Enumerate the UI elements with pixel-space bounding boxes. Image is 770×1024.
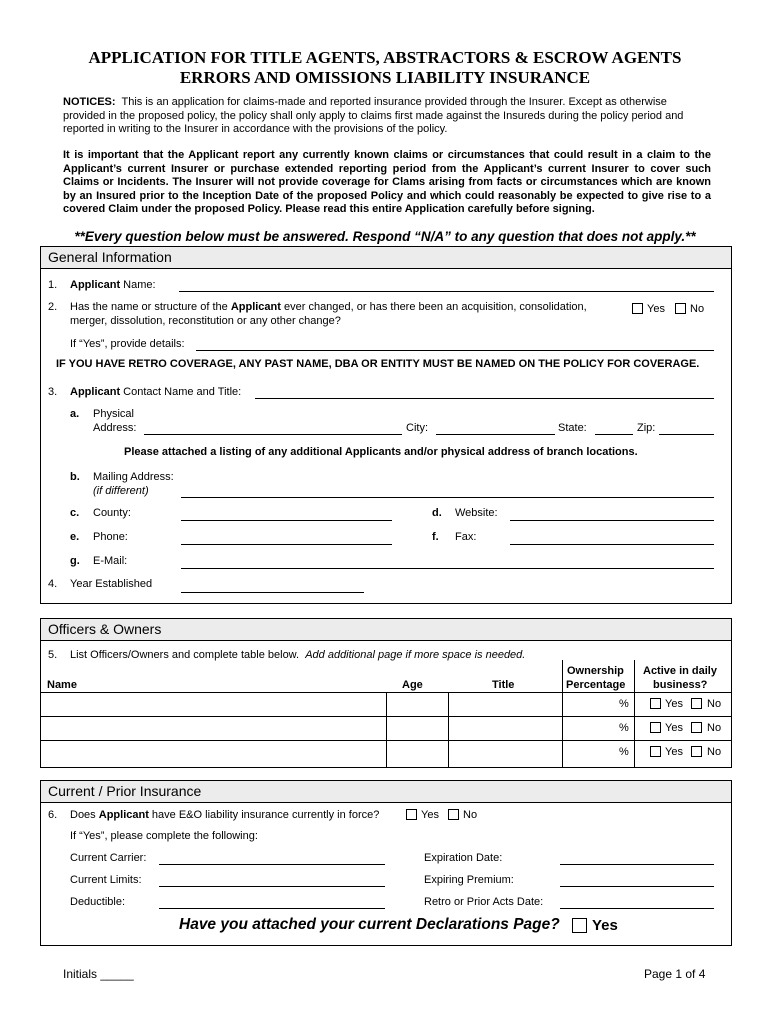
ownership-percent: % bbox=[619, 722, 629, 734]
col-title-header: Title bbox=[492, 679, 515, 691]
physical-label: Physical bbox=[93, 408, 134, 420]
state-label: State: bbox=[558, 422, 587, 434]
applicant-name-field[interactable] bbox=[179, 291, 714, 292]
officer-name-cell[interactable] bbox=[42, 742, 384, 763]
retro-date-label: Retro or Prior Acts Date: bbox=[424, 896, 544, 908]
expiration-date-field[interactable] bbox=[560, 864, 714, 865]
item-f-letter: f. bbox=[432, 531, 439, 543]
q1-label: Applicant Name: bbox=[70, 279, 156, 291]
address-label: Address: bbox=[93, 422, 137, 434]
q5-number: 5. bbox=[48, 649, 58, 661]
row2-no-label: No bbox=[707, 722, 722, 734]
q2-yes-label: Yes bbox=[647, 303, 665, 315]
row2-yes-label: Yes bbox=[665, 722, 683, 734]
q1-number: 1. bbox=[48, 279, 58, 291]
current-limits-field[interactable] bbox=[159, 886, 385, 887]
form-title-line2: ERRORS AND OMISSIONS LIABILITY INSURANCE bbox=[179, 68, 591, 87]
q4-number: 4. bbox=[48, 578, 58, 590]
state-field[interactable] bbox=[595, 434, 633, 435]
table-col-rule bbox=[386, 692, 387, 767]
item-c-letter: c. bbox=[70, 507, 80, 519]
email-field[interactable] bbox=[181, 568, 714, 569]
current-carrier-field[interactable] bbox=[159, 864, 385, 865]
row3-yes-label: Yes bbox=[665, 746, 683, 758]
col-active-header-2: business? bbox=[653, 679, 708, 691]
officers-owners-header: Officers & Owners bbox=[41, 619, 731, 641]
initials-field[interactable]: Initials _____ bbox=[63, 967, 134, 981]
retro-coverage-notice: IF YOU HAVE RETRO COVERAGE, ANY PAST NAME, DBA OR ENTITY MUST BE NAMED ON THE POLICY FOR COVERAGE. bbox=[56, 358, 700, 370]
declarations-question: Have you attached your current Declarations Page? bbox=[179, 916, 560, 933]
phone-field[interactable] bbox=[181, 544, 392, 545]
every-question-notice: **Every question below must be answered. Respond “N/A” to any question that does not apply.** bbox=[74, 229, 696, 244]
item-g-letter: g. bbox=[70, 555, 80, 567]
county-field[interactable] bbox=[181, 520, 392, 521]
officer-name-cell[interactable] bbox=[42, 718, 384, 739]
item-b-letter: b. bbox=[70, 471, 80, 483]
expiring-premium-label: Expiring Premium: bbox=[424, 874, 514, 886]
zip-field[interactable] bbox=[659, 434, 714, 435]
item-d-letter: d. bbox=[432, 507, 442, 519]
current-prior-insurance-header: Current / Prior Insurance bbox=[41, 781, 731, 803]
ownership-percent: % bbox=[619, 698, 629, 710]
q3-label: Applicant Contact Name and Title: bbox=[70, 386, 242, 398]
q2-question-line2: merger, dissolution, reconstitution or any other change? bbox=[70, 315, 341, 327]
q2-if-yes-label: If “Yes”, provide details: bbox=[70, 338, 185, 350]
phone-label: Phone: bbox=[93, 531, 128, 543]
q2-no-label: No bbox=[690, 303, 705, 315]
current-limits-label: Current Limits: bbox=[70, 874, 142, 886]
q6-question: Does Applicant have E&O liability insurance currently in force? bbox=[70, 809, 380, 821]
zip-label: Zip: bbox=[637, 422, 656, 434]
expiration-date-label: Expiration Date: bbox=[424, 852, 503, 864]
row1-active-yes-checkbox[interactable] bbox=[650, 698, 661, 709]
expiring-premium-field[interactable] bbox=[560, 886, 714, 887]
mailing-address-field[interactable] bbox=[181, 497, 714, 498]
table-col-rule bbox=[448, 692, 449, 767]
col-name-header: Name bbox=[47, 679, 77, 691]
notice-text: This is an application for claims-made and reported insurance provided through the Insurer. Except as otherwise provided in the proposed policy, the policy shall only apply to claims first made against the Insureds during the policy period and reported in writing to the Insurer in accordance with the provisions of the policy. bbox=[63, 96, 684, 136]
warning-paragraph: It is important that the Applicant report any currently known claims or circumstances that could result in a claim to the Applicant’s current Insurer or purchase extended reporting period from the Applicant’s current Insurer to cover such Claims or Incidents. The Insurer will not provide coverage for Clams arising from facts or circumstances which are known by an Insured prior to the Inception Date of the proposed Policy and which could reasonably be expected to give rise to a covered Claim under the proposed Policy. Please read this entire Application carefully before signing. bbox=[63, 149, 711, 216]
q6-yes-label: Yes bbox=[421, 809, 439, 821]
county-label: County: bbox=[93, 507, 131, 519]
q6-no-label: No bbox=[463, 809, 478, 821]
q2-yes-checkbox[interactable] bbox=[632, 303, 643, 314]
city-label: City: bbox=[406, 422, 428, 434]
general-information-section bbox=[40, 246, 732, 604]
row2-active-yes-checkbox[interactable] bbox=[650, 722, 661, 733]
row3-no-label: No bbox=[707, 746, 722, 758]
mailing-if-different-note: (if different) bbox=[93, 485, 149, 497]
table-col-rule bbox=[634, 660, 635, 767]
row3-active-no-checkbox[interactable] bbox=[691, 746, 702, 757]
email-label: E-Mail: bbox=[93, 555, 128, 567]
q6-no-checkbox[interactable] bbox=[448, 809, 459, 820]
fax-label: Fax: bbox=[455, 531, 477, 543]
fax-field[interactable] bbox=[510, 544, 714, 545]
deductible-label: Deductible: bbox=[70, 896, 126, 908]
q2-no-checkbox[interactable] bbox=[675, 303, 686, 314]
q5-question: List Officers/Owners and complete table below. Add additional page if more space is needed. bbox=[70, 649, 526, 661]
contact-name-title-field[interactable] bbox=[255, 398, 714, 399]
city-field[interactable] bbox=[436, 434, 555, 435]
col-ownership-header-1: Ownership bbox=[567, 665, 624, 677]
row1-no-label: No bbox=[707, 698, 722, 710]
q2-details-field[interactable] bbox=[196, 350, 714, 351]
attach-listing-note: Please attached a listing of any additional Applicants and/or physical address of branch locations. bbox=[124, 446, 638, 458]
notice-label: NOTICES: bbox=[63, 96, 116, 108]
q6-if-yes-label: If “Yes”, please complete the following: bbox=[70, 830, 258, 842]
row2-active-no-checkbox[interactable] bbox=[691, 722, 702, 733]
website-field[interactable] bbox=[510, 520, 714, 521]
year-established-field[interactable] bbox=[181, 592, 364, 593]
q6-number: 6. bbox=[48, 809, 58, 821]
mailing-address-label: Mailing Address: bbox=[93, 471, 174, 483]
ownership-percent: % bbox=[619, 746, 629, 758]
row3-active-yes-checkbox[interactable] bbox=[650, 746, 661, 757]
col-active-header-1: Active in daily bbox=[643, 665, 717, 677]
form-title-line1: APPLICATION FOR TITLE AGENTS, ABSTRACTORS & ESCROW AGENTS bbox=[88, 48, 682, 67]
current-carrier-label: Current Carrier: bbox=[70, 852, 147, 864]
item-a-letter: a. bbox=[70, 408, 80, 420]
q2-number: 2. bbox=[48, 301, 58, 313]
year-established-label: Year Established bbox=[70, 578, 153, 590]
row1-yes-label: Yes bbox=[665, 698, 683, 710]
retro-date-field[interactable] bbox=[560, 908, 714, 909]
officer-name-cell[interactable] bbox=[42, 694, 384, 715]
q6-yes-checkbox[interactable] bbox=[406, 809, 417, 820]
item-e-letter: e. bbox=[70, 531, 80, 543]
row1-active-no-checkbox[interactable] bbox=[691, 698, 702, 709]
declarations-yes-checkbox[interactable] bbox=[572, 918, 587, 933]
q3-number: 3. bbox=[48, 386, 58, 398]
col-ownership-header-2: Percentage bbox=[566, 679, 626, 691]
physical-address-field[interactable] bbox=[144, 434, 402, 435]
general-information-header: General Information bbox=[41, 247, 731, 269]
website-label: Website: bbox=[455, 507, 498, 519]
q2-question: Has the name or structure of the Applicant ever changed, or has there been an acquisition, consolidation, bbox=[70, 301, 587, 313]
page-number: Page 1 of 4 bbox=[644, 967, 706, 981]
col-age-header: Age bbox=[402, 679, 423, 691]
deductible-field[interactable] bbox=[159, 908, 385, 909]
table-col-rule bbox=[562, 660, 563, 767]
notice-paragraph bbox=[63, 96, 711, 137]
declarations-yes-label: Yes bbox=[592, 917, 618, 934]
